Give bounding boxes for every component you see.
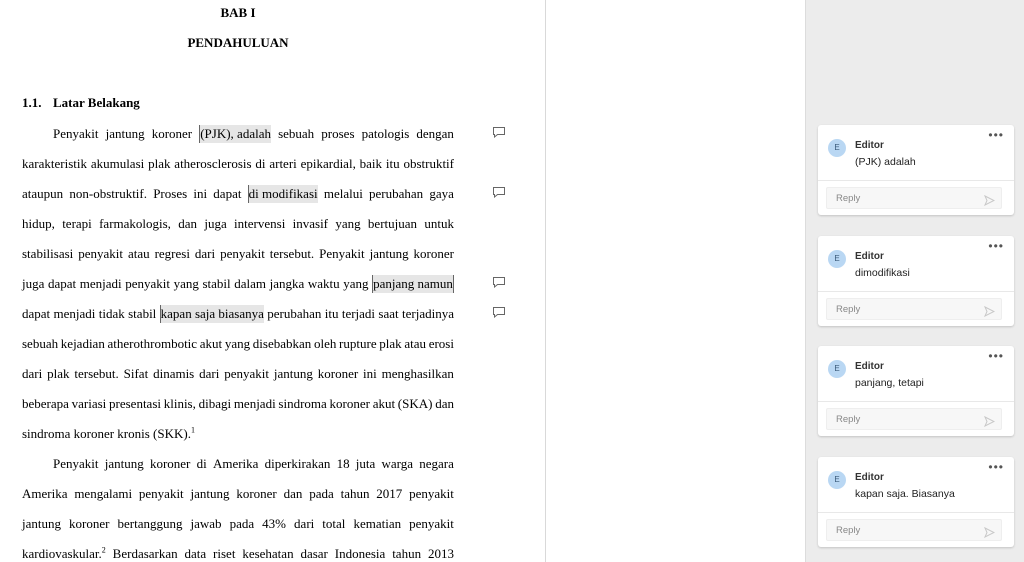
text-word: obstruktif <box>403 156 454 171</box>
commented-text[interactable]: (PJK), adalah <box>200 126 271 141</box>
send-icon[interactable] <box>984 525 995 536</box>
text-word: tersebut. <box>74 366 119 381</box>
text-word: terjadinya <box>402 306 454 321</box>
reply-input[interactable] <box>826 519 1002 541</box>
text-word: (SKA) <box>397 396 433 411</box>
text-word: Penyakit <box>53 126 99 141</box>
text-word: 18 <box>336 456 350 471</box>
text-word: dari <box>22 366 43 381</box>
text-word: tahun <box>392 546 422 561</box>
text-word: beberapa <box>22 396 69 411</box>
text-word: penyakit <box>138 486 184 501</box>
reply-input[interactable] <box>826 298 1002 320</box>
text-word: jantung <box>369 246 409 261</box>
text-word: Amerika <box>22 486 68 501</box>
text-word: tersebut. <box>269 246 315 261</box>
text-word: perubahan <box>369 186 424 201</box>
text-word: karakteristik <box>22 156 87 171</box>
text-word: penyakit <box>409 486 454 501</box>
section-number: 1.1. <box>22 95 42 110</box>
text-word: dengan <box>416 126 454 141</box>
text-word: jawab <box>190 516 222 531</box>
text-word: patologis <box>361 126 410 141</box>
text-word: koroner <box>151 126 193 141</box>
text-word: kematian <box>353 516 402 531</box>
text-word: plak <box>379 336 402 351</box>
text-word: koroner <box>149 456 191 471</box>
text-word: dinamis <box>153 366 195 381</box>
text-word: 43% <box>262 516 287 531</box>
reply-area <box>818 401 1014 425</box>
text-word: plak <box>47 366 70 381</box>
text-word: negara <box>419 456 454 471</box>
comment-marker-icon[interactable] <box>492 276 506 288</box>
text-word: perubahan <box>267 306 322 321</box>
chapter-number: BAB I <box>220 5 256 20</box>
text-word: 2017 <box>376 486 403 501</box>
text-word: jantung <box>105 126 145 141</box>
avatar: E <box>828 250 846 268</box>
text-word: Amerika <box>212 456 259 471</box>
text-word: gaya <box>429 186 454 201</box>
text-word: dalam <box>234 276 266 291</box>
text-word: kesehatan <box>242 546 294 561</box>
chapter-title: PENDAHULUAN <box>187 35 289 50</box>
text-word: di <box>196 456 207 471</box>
reply-area <box>818 512 1014 536</box>
text-word: koroner <box>69 516 110 531</box>
text-word: disebabkan <box>252 336 312 351</box>
text-word: Penyakit <box>53 456 99 471</box>
text-word: Sifat <box>123 366 149 381</box>
text-word: hidup, <box>22 216 55 231</box>
comment-marker-icon[interactable] <box>492 306 506 318</box>
text-word: yang <box>335 216 361 231</box>
text-run: sindroma koroner kronis (SKK). <box>22 426 191 441</box>
text-line <box>22 305 454 323</box>
comment-text: (PJK) adalah <box>855 156 916 168</box>
text-word: dari <box>199 366 220 381</box>
reply-placeholder: Reply <box>836 414 861 425</box>
text-word: rupture <box>339 336 377 351</box>
text-word: dapat <box>22 306 51 321</box>
commented-text[interactable]: panjang namun <box>373 276 453 291</box>
text-word: yang <box>224 336 251 351</box>
text-word: tidak <box>98 306 125 321</box>
text-line <box>22 455 454 473</box>
text-line <box>22 395 454 413</box>
text-word: akut <box>372 396 396 411</box>
comment-marker-icon[interactable] <box>492 126 506 138</box>
send-icon[interactable] <box>984 193 995 204</box>
footnote-ref[interactable]: 1 <box>190 425 195 435</box>
text-word: juta <box>355 456 376 471</box>
reply-input[interactable] <box>826 408 1002 430</box>
more-options-icon[interactable]: ••• <box>988 460 1004 474</box>
text-word: sebuah <box>278 126 315 141</box>
text-line <box>22 185 454 203</box>
text-word: baik <box>359 156 383 171</box>
text-word: intervensi <box>234 216 286 231</box>
text-word: ini <box>193 186 208 201</box>
text-run: kardiovaskular.$^2$ <box>22 545 106 561</box>
text-word: menjadi <box>233 396 276 411</box>
text-line <box>22 275 454 293</box>
text-word: regresi <box>154 246 190 261</box>
text-word: farmakologis, <box>99 216 171 231</box>
text-word: dari <box>194 246 216 261</box>
text-word: untuk <box>424 216 454 231</box>
text-word: dan <box>178 216 198 231</box>
text-word: koroner <box>317 366 359 381</box>
comment-card[interactable] <box>818 346 1014 436</box>
text-word: pada <box>229 516 255 531</box>
send-icon[interactable] <box>984 304 995 315</box>
text-word: koroner <box>413 246 454 261</box>
text-word: kejadian <box>60 336 105 351</box>
reply-placeholder: Reply <box>836 304 861 315</box>
text-word: dapat <box>213 186 242 201</box>
comment-card[interactable] <box>818 236 1014 326</box>
text-line <box>22 425 454 443</box>
comments-pane <box>805 0 1024 562</box>
text-word: juga <box>204 216 227 231</box>
text-word: yang <box>173 276 199 291</box>
comment-text: dimodifikasi <box>855 267 910 279</box>
text-word: yang <box>343 276 369 291</box>
text-word: jantung <box>273 366 313 381</box>
text-word: atherosclerosis <box>174 156 252 171</box>
text-line <box>22 365 454 383</box>
text-word: oleh <box>313 336 337 351</box>
text-word: dari <box>294 516 315 531</box>
comment-marker-icon[interactable] <box>492 186 506 198</box>
text-word: atau <box>127 246 150 261</box>
text-word: variasi <box>71 396 107 411</box>
text-word: dapat <box>47 276 77 291</box>
text-line <box>22 485 454 503</box>
text-word: klinis, <box>163 396 196 411</box>
text-word: invasif <box>292 216 329 231</box>
reply-area <box>818 180 1014 204</box>
text-word: stabil <box>202 276 231 291</box>
comment-author: Editor <box>855 472 884 483</box>
avatar: E <box>828 360 846 378</box>
reply-area <box>818 291 1014 315</box>
text-word: non-obstruktif. <box>69 186 147 201</box>
text-word: pada <box>309 486 334 501</box>
comment-author: Editor <box>855 140 884 151</box>
text-word: riset <box>213 546 236 561</box>
more-options-icon[interactable]: ••• <box>988 128 1004 142</box>
text-word: bertujuan <box>367 216 418 231</box>
text-line <box>22 515 454 533</box>
text-word: penyakit <box>78 246 123 261</box>
text-word: sindroma <box>278 396 327 411</box>
comment-author: Editor <box>855 361 884 372</box>
comment-author: Editor <box>855 251 884 262</box>
text-word: menjadi <box>79 276 122 291</box>
reply-placeholder: Reply <box>836 525 861 536</box>
text-word: terjadi <box>341 306 376 321</box>
text-word: menjadi <box>53 306 96 321</box>
text-word: Indonesia <box>334 546 386 561</box>
text-word: plak <box>148 156 171 171</box>
text-word: ini <box>363 366 377 381</box>
text-word: akut <box>199 336 223 351</box>
more-options-icon[interactable]: ••• <box>988 349 1004 363</box>
text-word: saat <box>378 306 399 321</box>
text-word: arteri <box>269 156 297 171</box>
text-word: mengalami <box>74 486 133 501</box>
text-word: jangka <box>269 276 305 291</box>
footnote-ref[interactable]: 2 <box>101 545 106 555</box>
text-word: penyakit <box>125 276 170 291</box>
text-word: Proses <box>153 186 188 201</box>
text-word: sebuah <box>22 336 59 351</box>
text-word: presentasi <box>109 396 161 411</box>
text-word: Berdasarkan <box>112 546 178 561</box>
text-word: terapi <box>62 216 92 231</box>
commented-text[interactable]: di modifikasi <box>248 186 318 201</box>
text-word: jantung <box>22 516 61 531</box>
text-word: 2013 <box>427 546 454 561</box>
text-word: waktu <box>307 276 340 291</box>
text-line <box>22 155 454 173</box>
text-word: warga <box>381 456 414 471</box>
comment-text: kapan saja. Biasanya <box>855 488 955 500</box>
text-word: dasar <box>300 546 328 561</box>
text-word: penyakit <box>224 366 269 381</box>
text-word: erosi <box>428 336 454 351</box>
section-heading <box>22 95 140 111</box>
text-word: jantung <box>190 486 230 501</box>
text-word: penyakit <box>409 516 454 531</box>
text-word: Penyakit <box>319 246 365 261</box>
more-options-icon[interactable]: ••• <box>988 239 1004 253</box>
text-word: dan <box>435 396 454 411</box>
text-word: penyakit <box>220 246 265 261</box>
text-word: diperkirakan <box>264 456 331 471</box>
text-word: data <box>184 546 207 561</box>
text-word: itu <box>324 306 339 321</box>
text-word: jantung <box>104 456 144 471</box>
avatar: E <box>828 139 846 157</box>
text-word: atau <box>404 336 427 351</box>
comment-text: panjang, tetapi <box>855 377 924 389</box>
text-word: stabilisasi <box>22 246 74 261</box>
reply-placeholder: Reply <box>836 193 861 204</box>
text-word: bertanggung <box>117 516 183 531</box>
text-word: stabil <box>128 306 157 321</box>
commented-text[interactable]: kapan saja biasanya <box>160 306 264 321</box>
avatar: E <box>828 471 846 489</box>
text-line <box>22 545 454 562</box>
text-word: itu <box>385 156 400 171</box>
text-word: menghasilkan <box>381 366 454 381</box>
text-line <box>22 215 454 233</box>
text-word: melalui <box>323 186 363 201</box>
text-word: koroner <box>329 396 370 411</box>
text-word: total <box>322 516 346 531</box>
text-word: epikardial, <box>300 156 356 171</box>
reply-input[interactable] <box>826 187 1002 209</box>
comment-card[interactable] <box>818 457 1014 547</box>
text-word: juga <box>22 276 45 291</box>
text-word: dibagi <box>198 396 232 411</box>
text-word: proses <box>321 126 355 141</box>
text-word: koroner <box>236 486 277 501</box>
text-word: akumulasi <box>90 156 145 171</box>
section-title: Latar Belakang <box>53 95 140 110</box>
canvas-gap <box>547 0 805 562</box>
text-word: ataupun <box>22 186 64 201</box>
text-word: tahun <box>340 486 370 501</box>
comment-card[interactable] <box>818 125 1014 215</box>
text-line <box>22 335 454 353</box>
text-word: atherothrombotic <box>107 336 198 351</box>
text-word: di <box>255 156 266 171</box>
text-word: dan <box>283 486 303 501</box>
text-line <box>22 245 454 263</box>
send-icon[interactable] <box>984 414 995 425</box>
text-line <box>22 125 454 143</box>
